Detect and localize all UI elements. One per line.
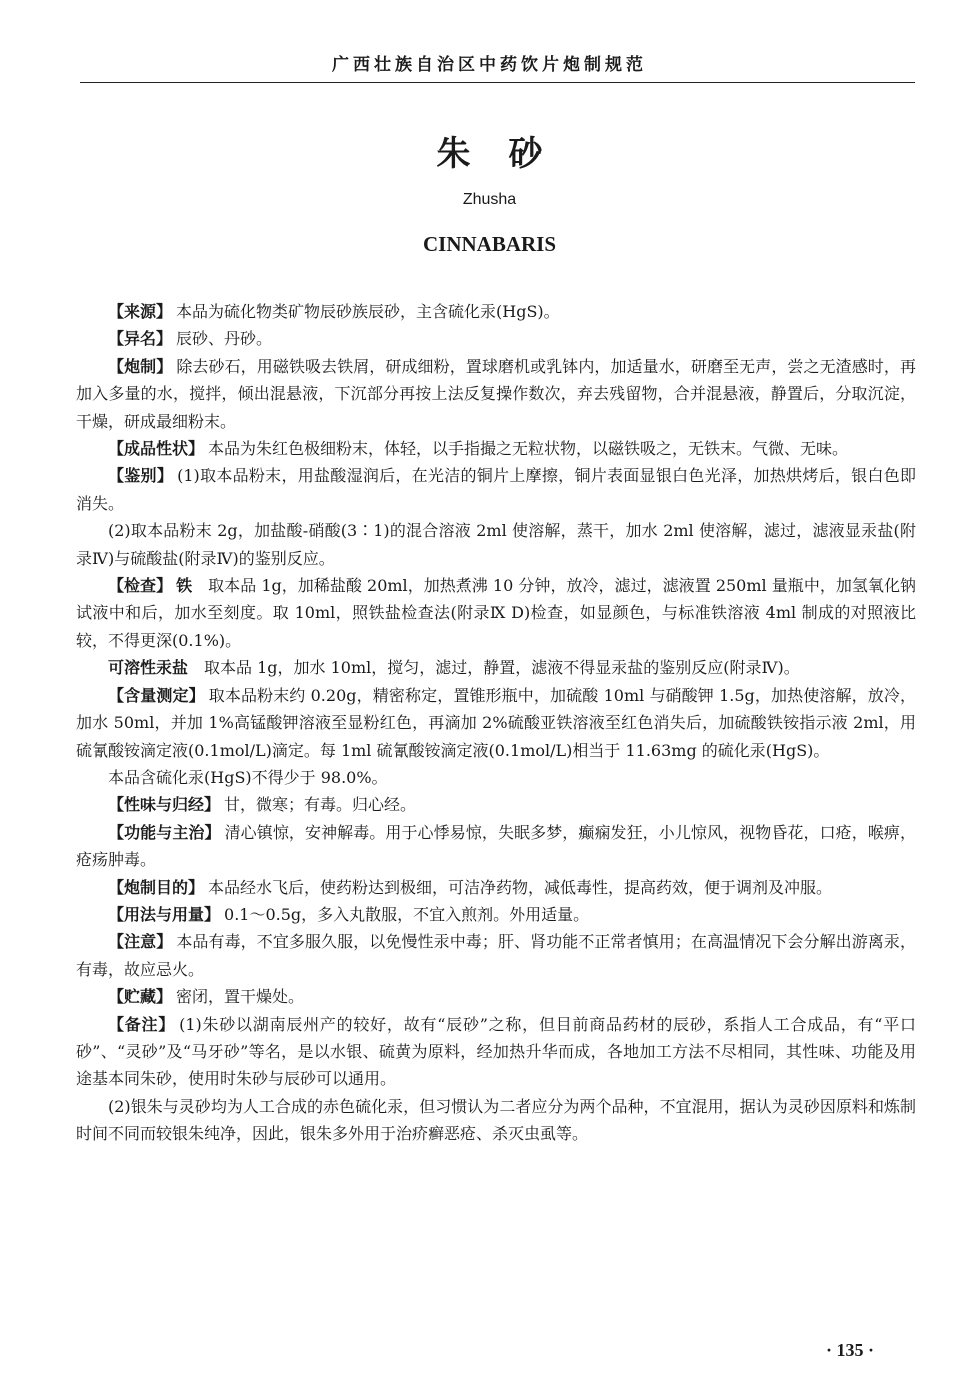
section-label: 【注意】 [108,932,173,952]
section-purpose [76,874,916,901]
page-title: 朱砂 [436,134,581,174]
section-label: 【来源】 [108,302,173,321]
section-text: (1)取本品粉末，用盐酸湿润后，在光洁的铜片上摩擦，铜片表面显银白色光泽，加热烘烤后，银白色即消失。 [76,466,916,513]
section-label: 【功能与主治】 [108,822,221,842]
section-notes-2 [76,1093,916,1148]
section-text: (2)取本品粉末 2g，加盐酸-硝酸(3∶1)的混合溶液 2ml 使溶解，蒸干，加水 2ml 使溶解，滤过，滤液显汞盐(附录Ⅳ)与硫酸盐(附录Ⅳ)的鉴别反应。 [76,521,916,568]
section-function [76,819,916,874]
section-source [76,298,916,325]
section-label: 【炮制目的】 [108,877,205,897]
section-assay [76,682,916,764]
section-identification [76,462,916,517]
pinyin-name: Zhusha [462,191,517,208]
page-number: · 135 · [825,1340,874,1360]
section-processing [76,353,916,435]
section-identification-2 [76,517,916,572]
section-text: 取本品 1g，加稀盐酸 20ml，加热煮沸 10 分钟，放冷，滤过，滤液置 250ml 量瓶中，加氢氧化钠试液中和后，加水至刻度。取 10ml，照铁盐检查法(附录Ⅸ D)检查，如显颜色，与标准铁溶液 4ml 制成的对照液比较，不得更深(0.1%)。 [76,576,916,650]
section-label: 【成品性状】 [108,439,205,459]
section-text: (2)银朱与灵砂均为人工合成的赤色硫化汞，但习惯认为二者应分为两个品种，不宜混用，据认为灵砂因原料和炼制时间不同而较银朱纯净，因此，银朱多外用于治疥癣恶疮、杀灭虫虱等。 [76,1096,916,1144]
section-text: 0.1～0.5g，多入丸散服，不宜入煎剂。外用适量。 [224,904,590,924]
section-text: 本品为朱红色极细粉末，体轻，以手指撮之无粒状物，以磁铁吸之，无铁末。气微、无味。 [208,439,849,459]
section-notes [76,1011,916,1093]
latin-name: CINNABARIS [422,232,557,256]
section-label: 【用法与用量】 [108,904,221,924]
subsection-label: 可溶性汞盐 [108,658,189,678]
section-text: (1)朱砂以湖南辰州产的较好，故有“辰砂”之称，但目前商品药材的辰砂，系指人工合成品，有“平口砂”、“灵砂”及“马牙砂”等名，是以水银、硫黄为原料，经加热升华而成，各地加工方法不尽相同，其性味、功能及用途基本同朱砂，使用时朱砂与辰砂可以通用。 [76,1014,916,1089]
section-inspection [76,572,916,654]
section-text: 密闭，置干燥处。 [176,987,305,1007]
section-label: 【贮藏】 [108,987,173,1007]
section-label: 【异名】 [108,329,173,349]
section-text: 除去砂石，用磁铁吸去铁屑，研成细粉，置球磨机或乳钵内，加适量水，研磨至无声，尝之无渣感时，再加入多量的水，搅拌，倾出混悬液，下沉部分再按上法反复操作数次，弃去残留物，合并混悬液，静置后，分取沉淀，干燥，研成最细粉末。 [76,356,916,431]
section-label: 【含量测定】 [108,685,205,705]
section-nature [76,791,916,818]
section-storage [76,983,916,1010]
section-text: 本品有毒，不宜多服久服，以免慢性汞中毒；肝、肾功能不正常者慎用；在高温情况下会分解出游离汞，有毒，故应忌火。 [76,932,916,979]
section-text: 本品为硫化物类矿物辰砂族辰砂，主含硫化汞(HgS)。 [176,302,560,321]
section-text: 本品经水飞后，使药粉达到极细，可洁净药物，减低毒性，提高药效，便于调剂及冲服。 [208,877,833,897]
running-head: 广西壮族自治区中药饮片炮制规范 [332,55,647,75]
section-text: 取本品 1g，加水 10ml，搅匀，滤过，静置，滤液不得显汞盐的鉴别反应(附录Ⅳ)。 [204,658,800,678]
section-product-character [76,435,916,462]
monograph-body [76,298,916,1148]
subsection-label: 铁 [176,576,193,596]
section-alias [76,325,916,352]
section-inspection-soluble [76,654,916,681]
header-rule [80,82,915,83]
section-caution [76,928,916,983]
section-text: 甘，微寒；有毒。归心经。 [224,795,417,815]
section-label: 【性味与归经】 [108,795,221,815]
section-label: 【炮制】 [108,356,173,376]
section-usage [76,901,916,928]
section-text: 清心镇惊，安神解毒。用于心悸易惊，失眠多梦，癫痫发狂，小儿惊风，视物昏花，口疮，喉痹，疮疡肿毒。 [76,822,916,870]
section-text: 本品含硫化汞(HgS)不得少于 98.0%。 [108,767,388,787]
section-label: 【鉴别】 [108,466,174,486]
section-text: 取本品粉末约 0.20g，精密称定，置锥形瓶中，加硫酸 10ml 与硝酸钾 1.5g，加热使溶解，放冷，加水 50ml，并加 1%高锰酸钾溶液至显粉红色，再滴加 2%硫酸亚铁溶液至红色消失后，加硫酸铁铵指示液 2ml，用硫氰酸铵滴定液(0.1mol/L)滴定。每 1ml 硫氰酸铵滴定液(0.1mol/L)相当于 11.63mg 的硫化汞(HgS)。 [76,685,916,760]
section-text: 辰砂、丹砂。 [176,329,273,349]
section-assay-limit [76,764,916,791]
section-label: 【检查】 [108,576,173,596]
section-label: 【备注】 [108,1014,176,1034]
